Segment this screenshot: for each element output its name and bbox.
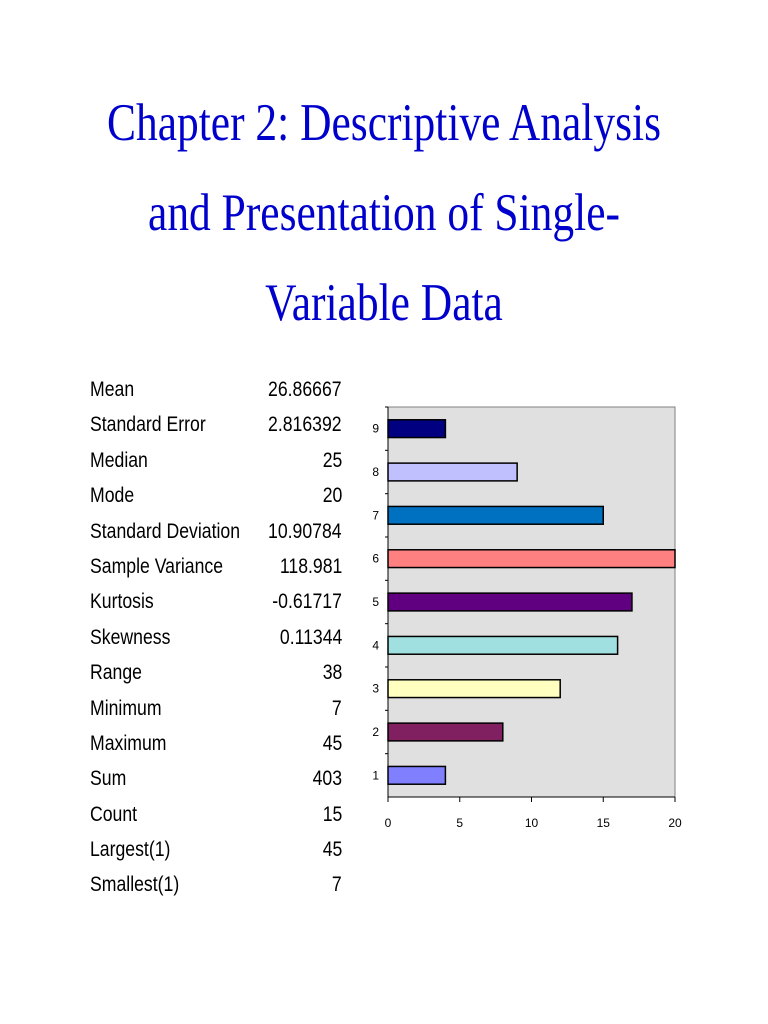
stat-label: Standard Error: [90, 413, 206, 437]
stat-label: Smallest(1): [90, 873, 180, 897]
stat-label: Median: [90, 448, 148, 472]
stat-row: [90, 620, 342, 655]
bar-6: [388, 550, 675, 568]
stat-label: Sum: [90, 767, 127, 791]
stat-label: Sample Variance: [90, 554, 224, 578]
x-tick-label: 5: [456, 816, 464, 830]
slide-title: [69, 78, 699, 348]
stat-value: 7: [332, 873, 342, 897]
title-line: and Presentation of Single-: [148, 184, 620, 242]
y-tick-label: 7: [372, 508, 379, 523]
stat-value: 10.90784: [268, 519, 342, 543]
bar-8: [388, 463, 517, 481]
frequency-bar-chart: [355, 392, 695, 852]
bar-4: [388, 636, 618, 654]
bar-9: [388, 420, 445, 438]
stat-value: 45: [322, 838, 342, 862]
stat-row: [90, 549, 342, 584]
y-tick-label: 5: [372, 595, 379, 609]
y-tick-label: 1: [372, 768, 379, 783]
stat-value: 118.981: [279, 554, 342, 578]
y-tick-label: 4: [372, 638, 379, 653]
stat-label: Kurtosis: [90, 590, 154, 614]
stat-row: [90, 832, 342, 867]
stat-value: -0.61717: [272, 590, 342, 614]
bar-5: [388, 593, 632, 611]
stat-value: 2.816392: [268, 413, 342, 437]
stat-value: 45: [322, 731, 342, 755]
stat-value: 403: [312, 767, 342, 791]
x-tick-label: 0: [384, 816, 392, 830]
stat-row: [90, 797, 342, 832]
bar-3: [388, 680, 560, 698]
y-tick-label: 8: [372, 465, 379, 479]
y-tick-label: 2: [372, 725, 379, 739]
y-tick-label: 3: [372, 681, 379, 696]
title-line: Variable Data: [265, 274, 503, 332]
stat-value: 15: [322, 802, 342, 826]
stat-row: [90, 867, 342, 902]
bar-1: [388, 766, 445, 784]
stat-value: 0.11344: [279, 625, 342, 649]
stat-value: 25: [322, 448, 342, 472]
descriptive-stats-table: [90, 372, 342, 903]
title-line: Chapter 2: Descriptive Analysis: [106, 94, 662, 152]
stat-label: Largest(1): [90, 838, 171, 862]
bar-7: [388, 506, 603, 524]
stat-row: [90, 372, 342, 407]
stat-row: [90, 478, 342, 513]
stat-value: 7: [332, 696, 342, 720]
x-tick-label: 20: [668, 816, 682, 830]
stat-row: [90, 691, 342, 726]
stat-label: Count: [90, 802, 138, 826]
y-tick-label: 9: [372, 421, 379, 436]
stat-row: [90, 584, 342, 619]
x-tick-label: 10: [524, 816, 539, 830]
stat-label: Skewness: [90, 625, 171, 649]
stat-value: 20: [322, 484, 342, 508]
y-tick-label: 6: [372, 551, 379, 566]
stat-label: Range: [90, 661, 142, 685]
stat-label: Mean: [90, 378, 135, 401]
stat-label: Maximum: [90, 731, 167, 755]
stat-label: Minimum: [90, 696, 162, 720]
stat-row: [90, 443, 342, 478]
stat-row: [90, 514, 342, 549]
bar-2: [388, 723, 503, 741]
stat-row: [90, 726, 342, 761]
stat-label: Mode: [90, 484, 135, 508]
x-tick-label: 15: [596, 816, 610, 830]
chart-svg: [355, 392, 695, 852]
stat-value: 38: [322, 661, 342, 685]
stat-label: Standard Deviation: [90, 519, 241, 543]
stat-row: [90, 655, 342, 690]
stat-row: [90, 761, 342, 796]
stat-value: 26.86667: [268, 378, 342, 401]
stat-row: [90, 407, 342, 442]
